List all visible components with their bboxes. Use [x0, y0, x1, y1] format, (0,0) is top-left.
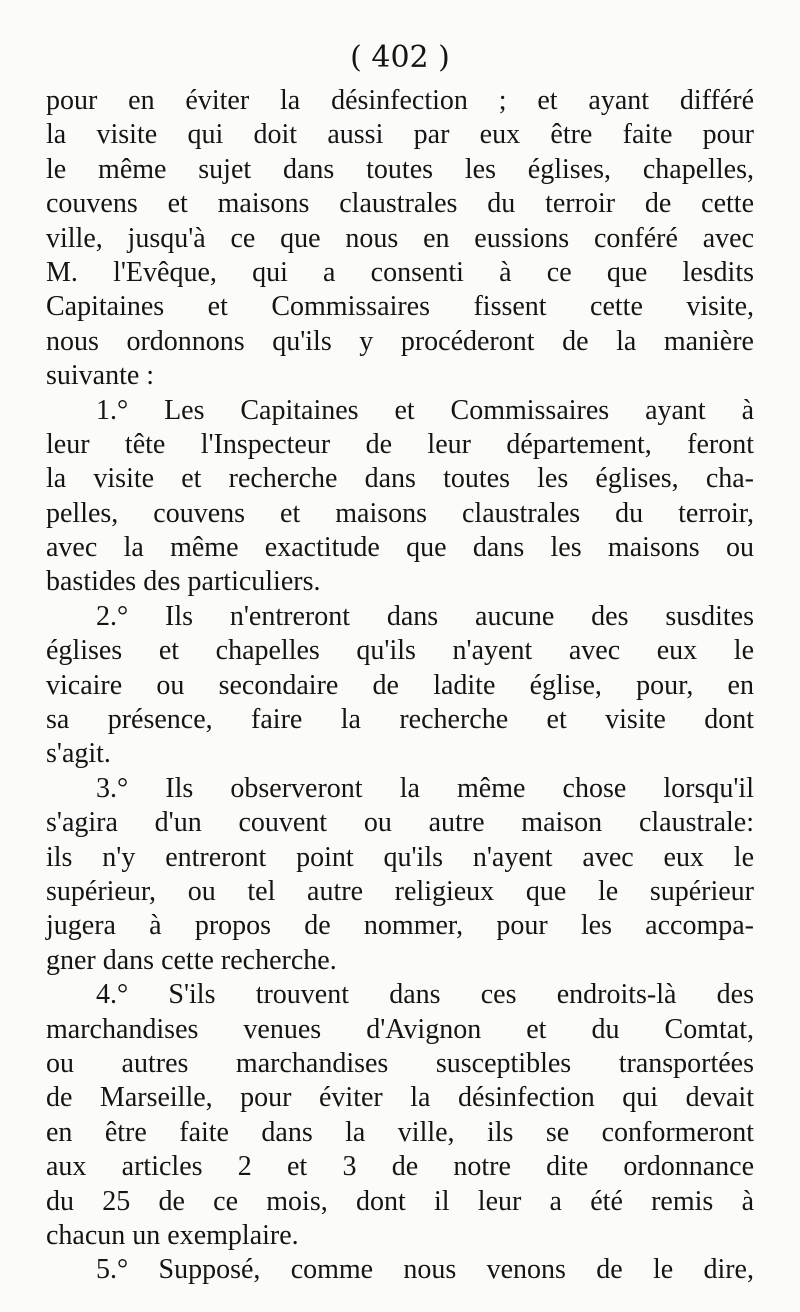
text-line: de Marseille, pour éviter la désinfection qui devait: [46, 1082, 754, 1114]
text-line: s'agit.: [46, 738, 111, 770]
text-line: 3.° Ils observeront la même chose lorsqu'il: [96, 772, 754, 804]
text-line: M. l'Evêque, qui a consenti à ce que lesdits: [46, 256, 754, 288]
page-number: ( 402 ): [350, 40, 450, 75]
text-line: du 25 de ce mois, dont il leur a été remis à: [46, 1185, 754, 1217]
text-line: le même sujet dans toutes les églises, chapelles,: [46, 153, 754, 185]
text-line: églises et chapelles qu'ils n'ayent avec eux le: [46, 635, 754, 667]
text-line: chacun un exemplaire.: [46, 1219, 299, 1251]
text-line: ou autres marchandises susceptibles transportées: [46, 1047, 754, 1079]
body-text: [46, 84, 754, 1288]
text-line: 2.° Ils n'entreront dans aucune des susdites: [96, 600, 754, 632]
text-line: supérieur, ou tel autre religieux que le supérieur: [46, 875, 754, 907]
text-line: ville, jusqu'à ce que nous en eussions conféré avec: [46, 222, 754, 254]
text-line: pelles, couvens et maisons claustrales du terroir,: [46, 497, 754, 529]
text-line: jugera à propos de nommer, pour les accompa-: [46, 910, 754, 942]
text-line: 4.° S'ils trouvent dans ces endroits-là des: [96, 979, 754, 1011]
text-line: s'agira d'un couvent ou autre maison claustrale:: [46, 807, 754, 839]
text-line: marchandises venues d'Avignon et du Comtat,: [46, 1013, 754, 1045]
text-line: aux articles 2 et 3 de notre dite ordonnance: [46, 1151, 754, 1183]
text-line: 5.° Supposé, comme nous venons de le dire,: [96, 1254, 754, 1286]
text-line: ils n'y entreront point qu'ils n'ayent avec eux le: [46, 841, 754, 873]
text-line: Capitaines et Commissaires fissent cette visite,: [46, 291, 754, 323]
text-line: avec la même exactitude que dans les maisons ou: [46, 532, 754, 564]
text-line: bastides des particuliers.: [46, 566, 321, 598]
text-line: nous ordonnons qu'ils y procéderont de la manière: [46, 325, 754, 357]
text-line: 1.° Les Capitaines et Commissaires ayant à: [96, 394, 754, 426]
text-line: suivante :: [46, 360, 155, 392]
text-line: pour en éviter la désinfection ; et ayant différé: [46, 85, 754, 116]
text-line: la visite et recherche dans toutes les églises, cha-: [46, 463, 754, 495]
text-line: leur tête l'Inspecteur de leur département, feront: [46, 428, 754, 460]
text-line: couvens et maisons claustrales du terroir de cette: [46, 188, 754, 220]
text-line: en être faite dans la ville, ils se conformeront: [46, 1116, 754, 1148]
text-line: vicaire ou secondaire de ladite église, pour, en: [46, 669, 754, 701]
text-line: sa présence, faire la recherche et visite dont: [46, 704, 754, 736]
text-line: gner dans cette recherche.: [46, 944, 337, 976]
text-line: la visite qui doit aussi par eux être faite pour: [46, 119, 754, 151]
